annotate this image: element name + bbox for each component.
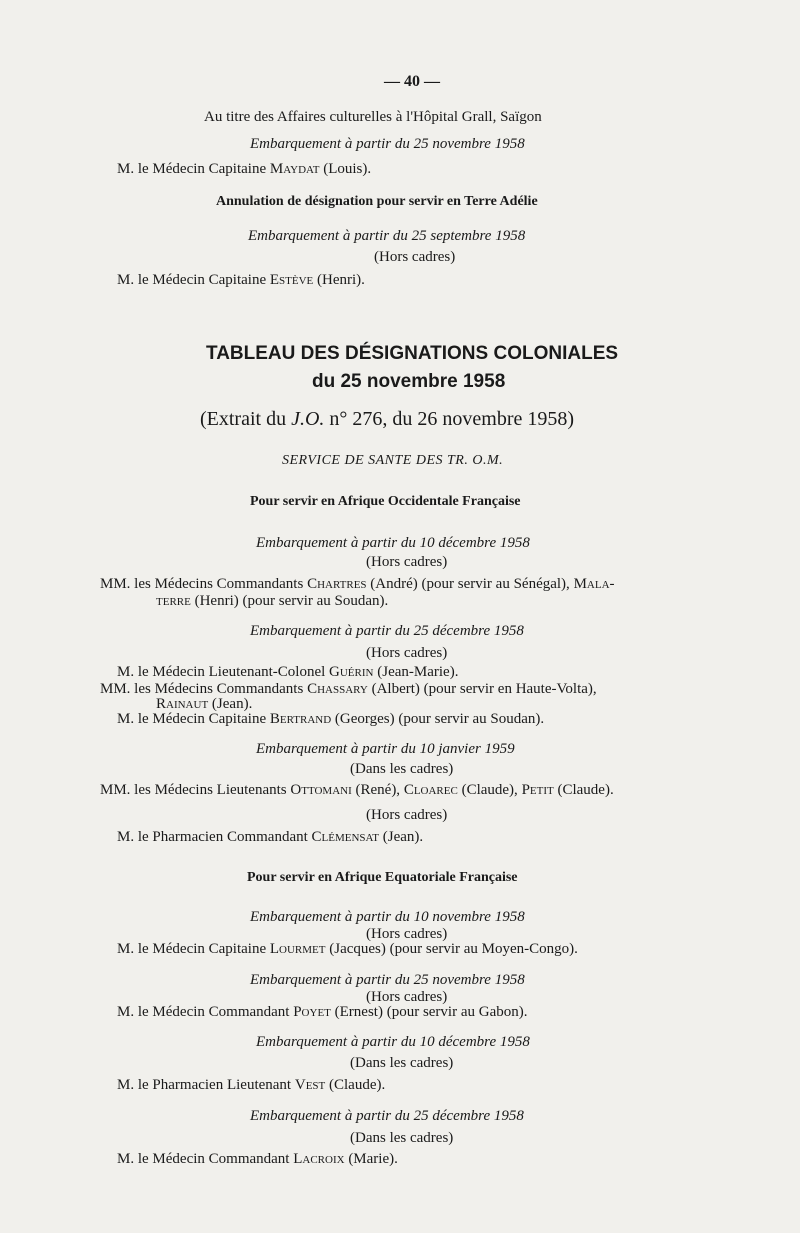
entry-prefix: M. le Médecin Capitaine: [117, 711, 267, 727]
entry-line-continued: [156, 592, 800, 610]
entry-prefix: M. le Médecin Commandant: [117, 1151, 290, 1167]
entry-line: [117, 1003, 800, 1021]
entry-text: (Jacques) (pour servir au Moyen-Congo).: [329, 941, 578, 957]
entry-line: [100, 781, 800, 799]
entry-prefix: M. le Médecin Capitaine: [117, 272, 267, 288]
entry-prefix: MM. les Médecins Commandants: [100, 681, 304, 697]
entry-prefix: M. le Médecin Capitaine: [117, 161, 267, 177]
extract-jo: J.O.: [291, 408, 325, 430]
service-heading: SERVICE DE SANTE DES TR. O.M.: [282, 453, 504, 468]
entry-text: (Jean).: [211, 696, 253, 712]
page-number: — 40 —: [384, 73, 440, 90]
status-line: (Hors cadres): [366, 807, 448, 823]
entry-text: (Henri) (pour servir au Soudan).: [194, 593, 389, 609]
entry-surname: Maydat: [269, 161, 320, 177]
entry-line: [117, 1150, 800, 1168]
entry-prefix: MM. les Médecins Lieutenants: [100, 782, 287, 798]
extract-text-b: n° 276, du 26 novembre 1958): [324, 408, 575, 430]
status-line: (Hors cadres): [366, 554, 448, 570]
entry-text: (Marie).: [348, 1151, 398, 1167]
section-heading-saigon: Au titre des Affaires culturelles à l'Hôpital Grall, Saïgon: [204, 109, 542, 125]
section-heading-aof: Pour servir en Afrique Occidentale Française: [250, 494, 521, 509]
entry-surname: Chartres: [307, 576, 367, 592]
entry-surname: terre: [156, 593, 191, 609]
entry-text: (Ernest) (pour servir au Gabon).: [334, 1004, 528, 1020]
embark-line: Embarquement à partir du 25 décembre 1958: [250, 1108, 524, 1124]
embark-line: Embarquement à partir du 25 novembre 1958: [250, 972, 525, 988]
embark-line: Embarquement à partir du 10 décembre 1958: [256, 535, 530, 551]
embark-line: Embarquement à partir du 25 novembre 1958: [250, 136, 525, 152]
entry-prefix: M. le Médecin Capitaine: [117, 941, 267, 957]
entry-surname: Mala-: [573, 576, 615, 592]
entry-surname: Estève: [269, 272, 314, 288]
entry-line: [117, 160, 800, 178]
entry-surname: Lourmet: [269, 941, 326, 957]
embark-line: Embarquement à partir du 10 décembre 1958: [256, 1034, 530, 1050]
entry-surname: Cloarec: [403, 782, 458, 798]
status-line: (Dans les cadres): [350, 1130, 454, 1146]
entry-text: (Claude),: [461, 782, 518, 798]
entry-line: [117, 828, 800, 846]
entry-prefix: M. le Médecin Commandant: [117, 1004, 290, 1020]
section-heading-aef: Pour servir en Afrique Equatoriale Française: [247, 870, 518, 885]
entry-line: [117, 710, 800, 728]
entry-text: (Claude).: [557, 782, 614, 798]
entry-surname: Petit: [521, 782, 554, 798]
entry-line: [117, 1076, 800, 1094]
entry-surname: Vest: [294, 1077, 326, 1093]
entry-surname: Rainaut: [156, 696, 209, 712]
entry-text: (André) (pour servir au Sénégal),: [370, 576, 570, 592]
journal-extract: [200, 408, 574, 431]
status-line: (Hors cadres): [366, 645, 448, 661]
entry-line: [117, 271, 800, 289]
entry-surname: Clémensat: [311, 829, 379, 845]
entry-prefix: MM. les Médecins Commandants: [100, 576, 304, 592]
embark-line: Embarquement à partir du 25 septembre 1958: [248, 228, 526, 244]
document-subtitle-date: du 25 novembre 1958: [312, 371, 506, 392]
section-heading-terre-adelie: Annulation de désignation pour servir en Terre Adélie: [216, 194, 538, 209]
extract-text-a: (Extrait du: [200, 408, 292, 430]
entry-suffix: (Louis).: [323, 161, 372, 177]
entry-prefix: M. le Médecin Lieutenant-Colonel: [117, 664, 326, 680]
document-title: TABLEAU DES DÉSIGNATIONS COLONIALES: [206, 343, 619, 364]
entry-surname: Chassary: [307, 681, 368, 697]
status-line: (Hors cadres): [366, 926, 448, 942]
embark-line: Embarquement à partir du 10 novembre 1958: [250, 909, 525, 925]
entry-surname: Lacroix: [293, 1151, 345, 1167]
entry-surname: Bertrand: [269, 711, 332, 727]
status-line: (Hors cadres): [374, 249, 456, 265]
entry-text: (Albert) (pour servir en Haute-Volta),: [371, 681, 597, 697]
entry-text: (Georges) (pour servir au Soudan).: [334, 711, 545, 727]
entry-surname: Poyet: [293, 1004, 331, 1020]
entry-prefix: M. le Pharmacien Lieutenant: [117, 1077, 292, 1093]
entry-line: [100, 575, 800, 593]
entry-suffix: (Henri).: [317, 272, 365, 288]
status-line: (Dans les cadres): [350, 761, 454, 777]
entry-text: (Jean).: [382, 829, 424, 845]
status-line: (Dans les cadres): [350, 1055, 454, 1071]
entry-prefix: M. le Pharmacien Commandant: [117, 829, 308, 845]
entry-text: (Claude).: [329, 1077, 386, 1093]
embark-line: Embarquement à partir du 25 décembre 1958: [250, 623, 524, 639]
entry-text: (Jean-Marie).: [377, 664, 459, 680]
embark-line: Embarquement à partir du 10 janvier 1959: [256, 741, 515, 757]
entry-line: [117, 663, 800, 681]
entry-line: [117, 940, 800, 958]
entry-text: (René),: [355, 782, 401, 798]
entry-surname: Ottomani: [290, 782, 352, 798]
status-line: (Hors cadres): [366, 989, 448, 1005]
entry-surname: Guérin: [329, 664, 374, 680]
